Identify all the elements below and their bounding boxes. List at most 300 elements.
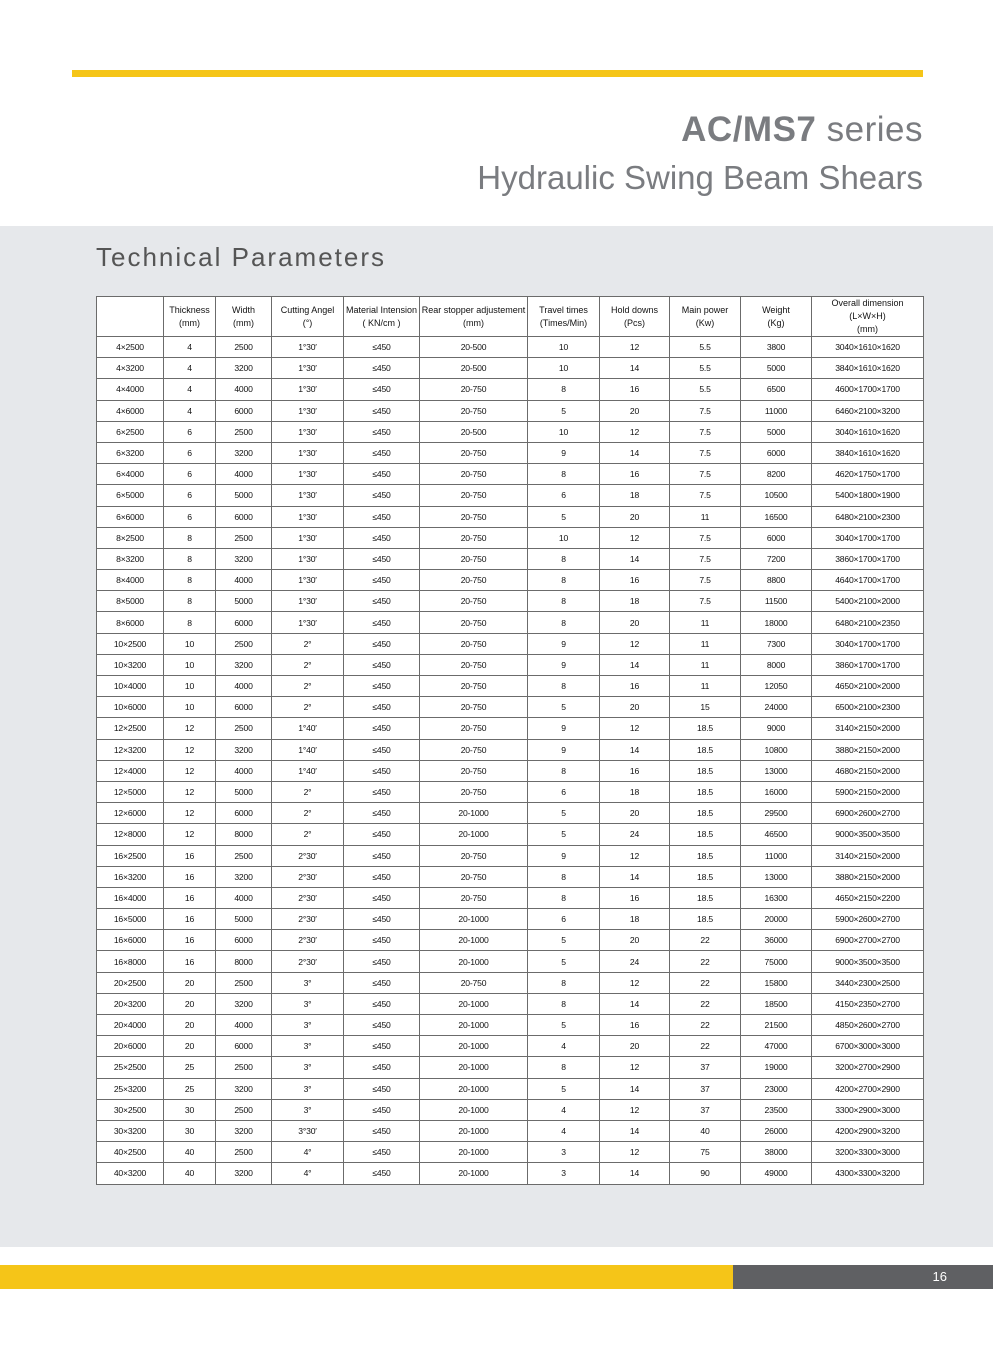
table-cell: ≤450 xyxy=(344,697,420,718)
table-cell: 3040×1610×1620 xyxy=(812,337,924,358)
table-cell: 22 xyxy=(670,951,741,972)
column-header-unit: (Kw) xyxy=(695,317,715,328)
table-cell: 20 xyxy=(600,697,670,718)
table-cell: 3200 xyxy=(216,1120,272,1141)
column-header-label: Weight xyxy=(762,304,790,315)
model-cell: 16×4000 xyxy=(97,887,164,908)
table-cell: ≤450 xyxy=(344,654,420,675)
table-cell: 20-1000 xyxy=(420,993,528,1014)
table-cell: 9 xyxy=(528,442,600,463)
table-cell: 7200 xyxy=(741,548,812,569)
table-cell: 5 xyxy=(528,951,600,972)
product-subtitle: Hydraulic Swing Beam Shears xyxy=(477,159,923,196)
table-cell: 6000 xyxy=(741,527,812,548)
table-cell: 1°30′ xyxy=(272,442,344,463)
table-row xyxy=(97,1163,924,1184)
table-cell: 4620×1750×1700 xyxy=(812,464,924,485)
table-cell: 4° xyxy=(272,1142,344,1163)
table-cell: 5 xyxy=(528,400,600,421)
table-cell: 20 xyxy=(164,1015,216,1036)
table-cell: 7.5 xyxy=(670,442,741,463)
table-cell: 18 xyxy=(600,591,670,612)
table-cell: ≤450 xyxy=(344,993,420,1014)
model-cell: 4×2500 xyxy=(97,337,164,358)
table-cell: 3° xyxy=(272,1057,344,1078)
table-cell: 6 xyxy=(164,506,216,527)
table-cell: 1°40′ xyxy=(272,739,344,760)
table-cell: 12 xyxy=(600,527,670,548)
table-cell: 2500 xyxy=(216,845,272,866)
table-cell: ≤450 xyxy=(344,570,420,591)
table-cell: 3200 xyxy=(216,1078,272,1099)
column-header-unit: (mm) xyxy=(233,317,254,328)
table-cell: 10 xyxy=(528,527,600,548)
table-cell: 8 xyxy=(528,972,600,993)
table-cell: ≤450 xyxy=(344,781,420,802)
model-cell: 30×2500 xyxy=(97,1099,164,1120)
table-cell: 14 xyxy=(600,739,670,760)
table-cell: 4 xyxy=(528,1036,600,1057)
table-row xyxy=(97,654,924,675)
column-header-label: Overall dimension (L×W×H) xyxy=(831,298,904,321)
table-cell: 4150×2350×2700 xyxy=(812,993,924,1014)
table-cell: 3200×3300×3000 xyxy=(812,1142,924,1163)
table-cell: 1°30′ xyxy=(272,591,344,612)
table-cell: 9000 xyxy=(741,718,812,739)
table-cell: 14 xyxy=(600,654,670,675)
table-row xyxy=(97,379,924,400)
table-cell: 10 xyxy=(528,358,600,379)
table-cell: 9 xyxy=(528,718,600,739)
table-cell: 12 xyxy=(600,421,670,442)
table-cell: 18.5 xyxy=(670,803,741,824)
series-title xyxy=(477,108,923,152)
table-cell: 12 xyxy=(164,803,216,824)
table-cell: 3040×1700×1700 xyxy=(812,527,924,548)
table-cell: 8 xyxy=(164,612,216,633)
table-row xyxy=(97,612,924,633)
table-cell: 20-1000 xyxy=(420,824,528,845)
table-cell: 18.5 xyxy=(670,824,741,845)
table-cell: 40 xyxy=(164,1142,216,1163)
table-cell: 37 xyxy=(670,1078,741,1099)
table-cell: 20-750 xyxy=(420,887,528,908)
table-cell: 6 xyxy=(164,442,216,463)
table-cell: 15 xyxy=(670,697,741,718)
table-cell: 23000 xyxy=(741,1078,812,1099)
table-cell: 14 xyxy=(600,993,670,1014)
table-cell: 3840×1610×1620 xyxy=(812,442,924,463)
table-cell: 16 xyxy=(600,570,670,591)
table-cell: 12 xyxy=(600,972,670,993)
table-cell: 5 xyxy=(528,824,600,845)
table-cell: 16 xyxy=(164,866,216,887)
column-header-label: Rear stopper adjustement xyxy=(421,304,526,315)
table-cell: 11 xyxy=(670,612,741,633)
model-cell: 10×2500 xyxy=(97,633,164,654)
table-cell: 36000 xyxy=(741,930,812,951)
table-cell: ≤450 xyxy=(344,1078,420,1099)
table-cell: 1°30′ xyxy=(272,421,344,442)
table-cell: 20 xyxy=(164,1036,216,1057)
table-cell: 20 xyxy=(164,972,216,993)
table-cell: 8 xyxy=(528,993,600,1014)
table-cell: 16 xyxy=(600,464,670,485)
column-header-unit: (°) xyxy=(302,317,313,328)
model-cell: 4×4000 xyxy=(97,379,164,400)
table-cell: 14 xyxy=(600,866,670,887)
table-cell: 1°30′ xyxy=(272,612,344,633)
table-cell: 24 xyxy=(600,951,670,972)
series-name: AC/MS7 xyxy=(681,110,817,149)
column-header xyxy=(670,297,741,337)
column-header-label: Thickness xyxy=(169,304,210,315)
table-cell: 20-750 xyxy=(420,866,528,887)
table-cell: 10 xyxy=(164,676,216,697)
table-cell: 7300 xyxy=(741,633,812,654)
table-cell: 11 xyxy=(670,654,741,675)
table-cell: ≤450 xyxy=(344,612,420,633)
table-cell: 8 xyxy=(528,548,600,569)
model-cell: 12×4000 xyxy=(97,760,164,781)
table-cell: 14 xyxy=(600,1163,670,1184)
table-cell: ≤450 xyxy=(344,739,420,760)
model-cell: 16×2500 xyxy=(97,845,164,866)
table-cell: 6000 xyxy=(216,930,272,951)
table-row xyxy=(97,951,924,972)
table-cell: 18 xyxy=(600,909,670,930)
model-cell: 25×3200 xyxy=(97,1078,164,1099)
table-cell: 5400×1800×1900 xyxy=(812,485,924,506)
table-cell: 12 xyxy=(164,824,216,845)
table-row xyxy=(97,972,924,993)
table-cell: 4850×2600×2700 xyxy=(812,1015,924,1036)
table-cell: 4000 xyxy=(216,570,272,591)
table-cell: 40 xyxy=(164,1163,216,1184)
section-heading: Technical Parameters xyxy=(96,242,386,272)
model-cell: 6×5000 xyxy=(97,485,164,506)
column-header-unit: (Kg) xyxy=(767,317,785,328)
table-cell: 20-750 xyxy=(420,548,528,569)
model-cell: 6×4000 xyxy=(97,464,164,485)
table-cell: 2° xyxy=(272,633,344,654)
table-row xyxy=(97,591,924,612)
table-cell: 7.5 xyxy=(670,591,741,612)
table-cell: ≤450 xyxy=(344,951,420,972)
model-cell: 40×3200 xyxy=(97,1163,164,1184)
table-cell: 20-1000 xyxy=(420,1120,528,1141)
table-cell: ≤450 xyxy=(344,676,420,697)
table-cell: 6000 xyxy=(216,400,272,421)
model-cell: 10×3200 xyxy=(97,654,164,675)
column-header xyxy=(344,297,420,337)
table-cell: 4200×2900×3200 xyxy=(812,1120,924,1141)
table-cell: 13000 xyxy=(741,760,812,781)
table-cell: 2500 xyxy=(216,1142,272,1163)
table-cell: 20-750 xyxy=(420,845,528,866)
table-cell: ≤450 xyxy=(344,379,420,400)
column-header-unit: ( KN/cm ) xyxy=(362,317,401,328)
model-cell: 20×3200 xyxy=(97,993,164,1014)
table-cell: 8 xyxy=(164,570,216,591)
table-cell: 5 xyxy=(528,1078,600,1099)
column-header xyxy=(97,297,164,337)
table-row xyxy=(97,1142,924,1163)
table-cell: 20-750 xyxy=(420,570,528,591)
table-cell: ≤450 xyxy=(344,866,420,887)
table-cell: 25 xyxy=(164,1078,216,1099)
table-cell: ≤450 xyxy=(344,718,420,739)
table-row xyxy=(97,1036,924,1057)
table-cell: 18 xyxy=(600,781,670,802)
table-cell: 20-750 xyxy=(420,464,528,485)
table-row xyxy=(97,1099,924,1120)
table-cell: ≤450 xyxy=(344,506,420,527)
table-cell: 6 xyxy=(164,485,216,506)
model-cell: 12×3200 xyxy=(97,739,164,760)
table-cell: 3440×2300×2500 xyxy=(812,972,924,993)
model-cell: 30×3200 xyxy=(97,1120,164,1141)
table-cell: 12 xyxy=(164,718,216,739)
table-cell: ≤450 xyxy=(344,1120,420,1141)
model-cell: 8×6000 xyxy=(97,612,164,633)
table-cell: ≤450 xyxy=(344,1015,420,1036)
table-cell: 8 xyxy=(528,379,600,400)
table-cell: 8 xyxy=(528,887,600,908)
table-row xyxy=(97,400,924,421)
table-cell: ≤450 xyxy=(344,527,420,548)
model-cell: 4×3200 xyxy=(97,358,164,379)
table-cell: 2°30′ xyxy=(272,951,344,972)
table-row xyxy=(97,803,924,824)
table-cell: 14 xyxy=(600,358,670,379)
table-cell: ≤450 xyxy=(344,845,420,866)
table-row xyxy=(97,781,924,802)
technical-parameters-table xyxy=(96,296,924,1185)
table-cell: 4680×2150×2000 xyxy=(812,760,924,781)
table-cell: ≤450 xyxy=(344,400,420,421)
model-cell: 12×2500 xyxy=(97,718,164,739)
table-cell: 10 xyxy=(528,337,600,358)
table-cell: 16 xyxy=(164,951,216,972)
table-cell: 5400×2100×2000 xyxy=(812,591,924,612)
table-cell: 5 xyxy=(528,1015,600,1036)
table-cell: 20 xyxy=(600,1036,670,1057)
table-cell: 4000 xyxy=(216,760,272,781)
table-row xyxy=(97,824,924,845)
column-header-unit: (Pcs) xyxy=(624,317,645,328)
table-cell: 8 xyxy=(528,760,600,781)
table-cell: 20-750 xyxy=(420,760,528,781)
table-cell: 18.5 xyxy=(670,866,741,887)
table-cell: 37 xyxy=(670,1099,741,1120)
table-row xyxy=(97,358,924,379)
top-accent-bar xyxy=(72,70,923,77)
table-cell: 16 xyxy=(164,845,216,866)
table-cell: 20-750 xyxy=(420,676,528,697)
table-cell: 3200 xyxy=(216,442,272,463)
table-cell: 8000 xyxy=(216,824,272,845)
column-header-unit: (mm) xyxy=(179,317,200,328)
table-cell: 6000 xyxy=(216,506,272,527)
table-cell: 22 xyxy=(670,930,741,951)
table-cell: 4° xyxy=(272,1163,344,1184)
table-cell: 5.5 xyxy=(670,379,741,400)
table-cell: 2500 xyxy=(216,421,272,442)
table-cell: 3200 xyxy=(216,739,272,760)
table-cell: 6000 xyxy=(216,803,272,824)
table-cell: 16 xyxy=(600,1015,670,1036)
table-row xyxy=(97,718,924,739)
table-cell: 25 xyxy=(164,1057,216,1078)
column-header xyxy=(272,297,344,337)
table-cell: 6000 xyxy=(216,1036,272,1057)
model-cell: 6×3200 xyxy=(97,442,164,463)
table-cell: ≤450 xyxy=(344,485,420,506)
column-header-label: Travel times xyxy=(539,304,588,315)
model-cell: 16×6000 xyxy=(97,930,164,951)
table-cell: 4300×3300×3200 xyxy=(812,1163,924,1184)
table-row xyxy=(97,697,924,718)
table-cell: 1°40′ xyxy=(272,718,344,739)
table-cell: 20-1000 xyxy=(420,1099,528,1120)
table-cell: 3200 xyxy=(216,548,272,569)
table-cell: 9 xyxy=(528,739,600,760)
table-cell: 20-750 xyxy=(420,527,528,548)
table-cell: 38000 xyxy=(741,1142,812,1163)
table-cell: 9 xyxy=(528,633,600,654)
table-cell: 1°30′ xyxy=(272,379,344,400)
table-cell: 5900×2600×2700 xyxy=(812,909,924,930)
table-cell: 2500 xyxy=(216,633,272,654)
table-cell: 7.5 xyxy=(670,485,741,506)
table-cell: 4200×2700×2900 xyxy=(812,1078,924,1099)
table-cell: 10800 xyxy=(741,739,812,760)
table-cell: 3° xyxy=(272,1036,344,1057)
table-cell: ≤450 xyxy=(344,824,420,845)
table-cell: 7.5 xyxy=(670,464,741,485)
table-cell: 5.5 xyxy=(670,337,741,358)
table-cell: 5000 xyxy=(216,591,272,612)
table-cell: 75 xyxy=(670,1142,741,1163)
table-cell: 6460×2100×3200 xyxy=(812,400,924,421)
table-cell: 4 xyxy=(528,1099,600,1120)
table-cell: 21500 xyxy=(741,1015,812,1036)
table-cell: 2° xyxy=(272,803,344,824)
table-row xyxy=(97,485,924,506)
table-cell: 3880×2150×2000 xyxy=(812,866,924,887)
table-cell: ≤450 xyxy=(344,464,420,485)
model-cell: 10×4000 xyxy=(97,676,164,697)
table-cell: 20 xyxy=(600,400,670,421)
table-cell: 3880×2150×2000 xyxy=(812,739,924,760)
model-cell: 4×6000 xyxy=(97,400,164,421)
table-cell: 20-500 xyxy=(420,358,528,379)
table-cell: 3140×2150×2000 xyxy=(812,845,924,866)
table-cell: 1°30′ xyxy=(272,506,344,527)
column-header xyxy=(812,297,924,337)
table-cell: 4650×2150×2200 xyxy=(812,887,924,908)
table-cell: 12 xyxy=(600,337,670,358)
table-cell: 12 xyxy=(164,760,216,781)
table-cell: 18000 xyxy=(741,612,812,633)
table-cell: 2° xyxy=(272,654,344,675)
table-cell: 11000 xyxy=(741,845,812,866)
table-cell: 3°30′ xyxy=(272,1120,344,1141)
table-row xyxy=(97,506,924,527)
table-cell: 18.5 xyxy=(670,718,741,739)
table-cell: 16 xyxy=(600,887,670,908)
table-cell: 16500 xyxy=(741,506,812,527)
column-header-unit: (mm) xyxy=(857,324,878,334)
model-cell: 16×5000 xyxy=(97,909,164,930)
table-cell: ≤450 xyxy=(344,633,420,654)
table-cell: 3200 xyxy=(216,654,272,675)
table-cell: 3° xyxy=(272,1015,344,1036)
table-cell: 20 xyxy=(164,993,216,1014)
table-cell: 3040×1610×1620 xyxy=(812,421,924,442)
table-cell: 20-750 xyxy=(420,633,528,654)
table-cell: ≤450 xyxy=(344,1057,420,1078)
table-cell: 12050 xyxy=(741,676,812,697)
table-cell: 4 xyxy=(528,1120,600,1141)
table-cell: 5 xyxy=(528,803,600,824)
table-cell: ≤450 xyxy=(344,1036,420,1057)
table-cell: 6000 xyxy=(216,612,272,633)
model-cell: 12×8000 xyxy=(97,824,164,845)
table-cell: 2500 xyxy=(216,337,272,358)
table-cell: 30 xyxy=(164,1099,216,1120)
table-cell: 2500 xyxy=(216,1057,272,1078)
table-cell: 20-1000 xyxy=(420,930,528,951)
table-row xyxy=(97,739,924,760)
table-cell: 5900×2150×2000 xyxy=(812,781,924,802)
table-cell: 4000 xyxy=(216,887,272,908)
table-cell: 20-1000 xyxy=(420,1057,528,1078)
table-cell: 3300×2900×3000 xyxy=(812,1099,924,1120)
model-cell: 6×2500 xyxy=(97,421,164,442)
table-cell: 5.5 xyxy=(670,358,741,379)
table-cell: 12 xyxy=(600,1142,670,1163)
table-cell: 11 xyxy=(670,506,741,527)
table-row xyxy=(97,909,924,930)
table-cell: 6700×3000×3000 xyxy=(812,1036,924,1057)
table-cell: 8 xyxy=(528,1057,600,1078)
table-cell: 1°40′ xyxy=(272,760,344,781)
table-cell: ≤450 xyxy=(344,930,420,951)
table-cell: 4 xyxy=(164,379,216,400)
model-cell: 16×3200 xyxy=(97,866,164,887)
table-cell: ≤450 xyxy=(344,1099,420,1120)
table-cell: 10 xyxy=(164,633,216,654)
table-cell: 7.5 xyxy=(670,570,741,591)
table-cell: 20-750 xyxy=(420,379,528,400)
table-header-row xyxy=(97,297,924,337)
model-cell: 20×6000 xyxy=(97,1036,164,1057)
table-cell: 8 xyxy=(164,548,216,569)
table-cell: 18.5 xyxy=(670,887,741,908)
table-cell: 6 xyxy=(164,421,216,442)
table-cell: 16 xyxy=(164,887,216,908)
table-cell: 9000×3500×3500 xyxy=(812,824,924,845)
model-cell: 16×8000 xyxy=(97,951,164,972)
column-header xyxy=(741,297,812,337)
table-cell: 3° xyxy=(272,993,344,1014)
table-cell: 6480×2100×2300 xyxy=(812,506,924,527)
table-cell: ≤450 xyxy=(344,1163,420,1184)
table-cell: 8 xyxy=(164,527,216,548)
table-cell: 5000 xyxy=(216,909,272,930)
